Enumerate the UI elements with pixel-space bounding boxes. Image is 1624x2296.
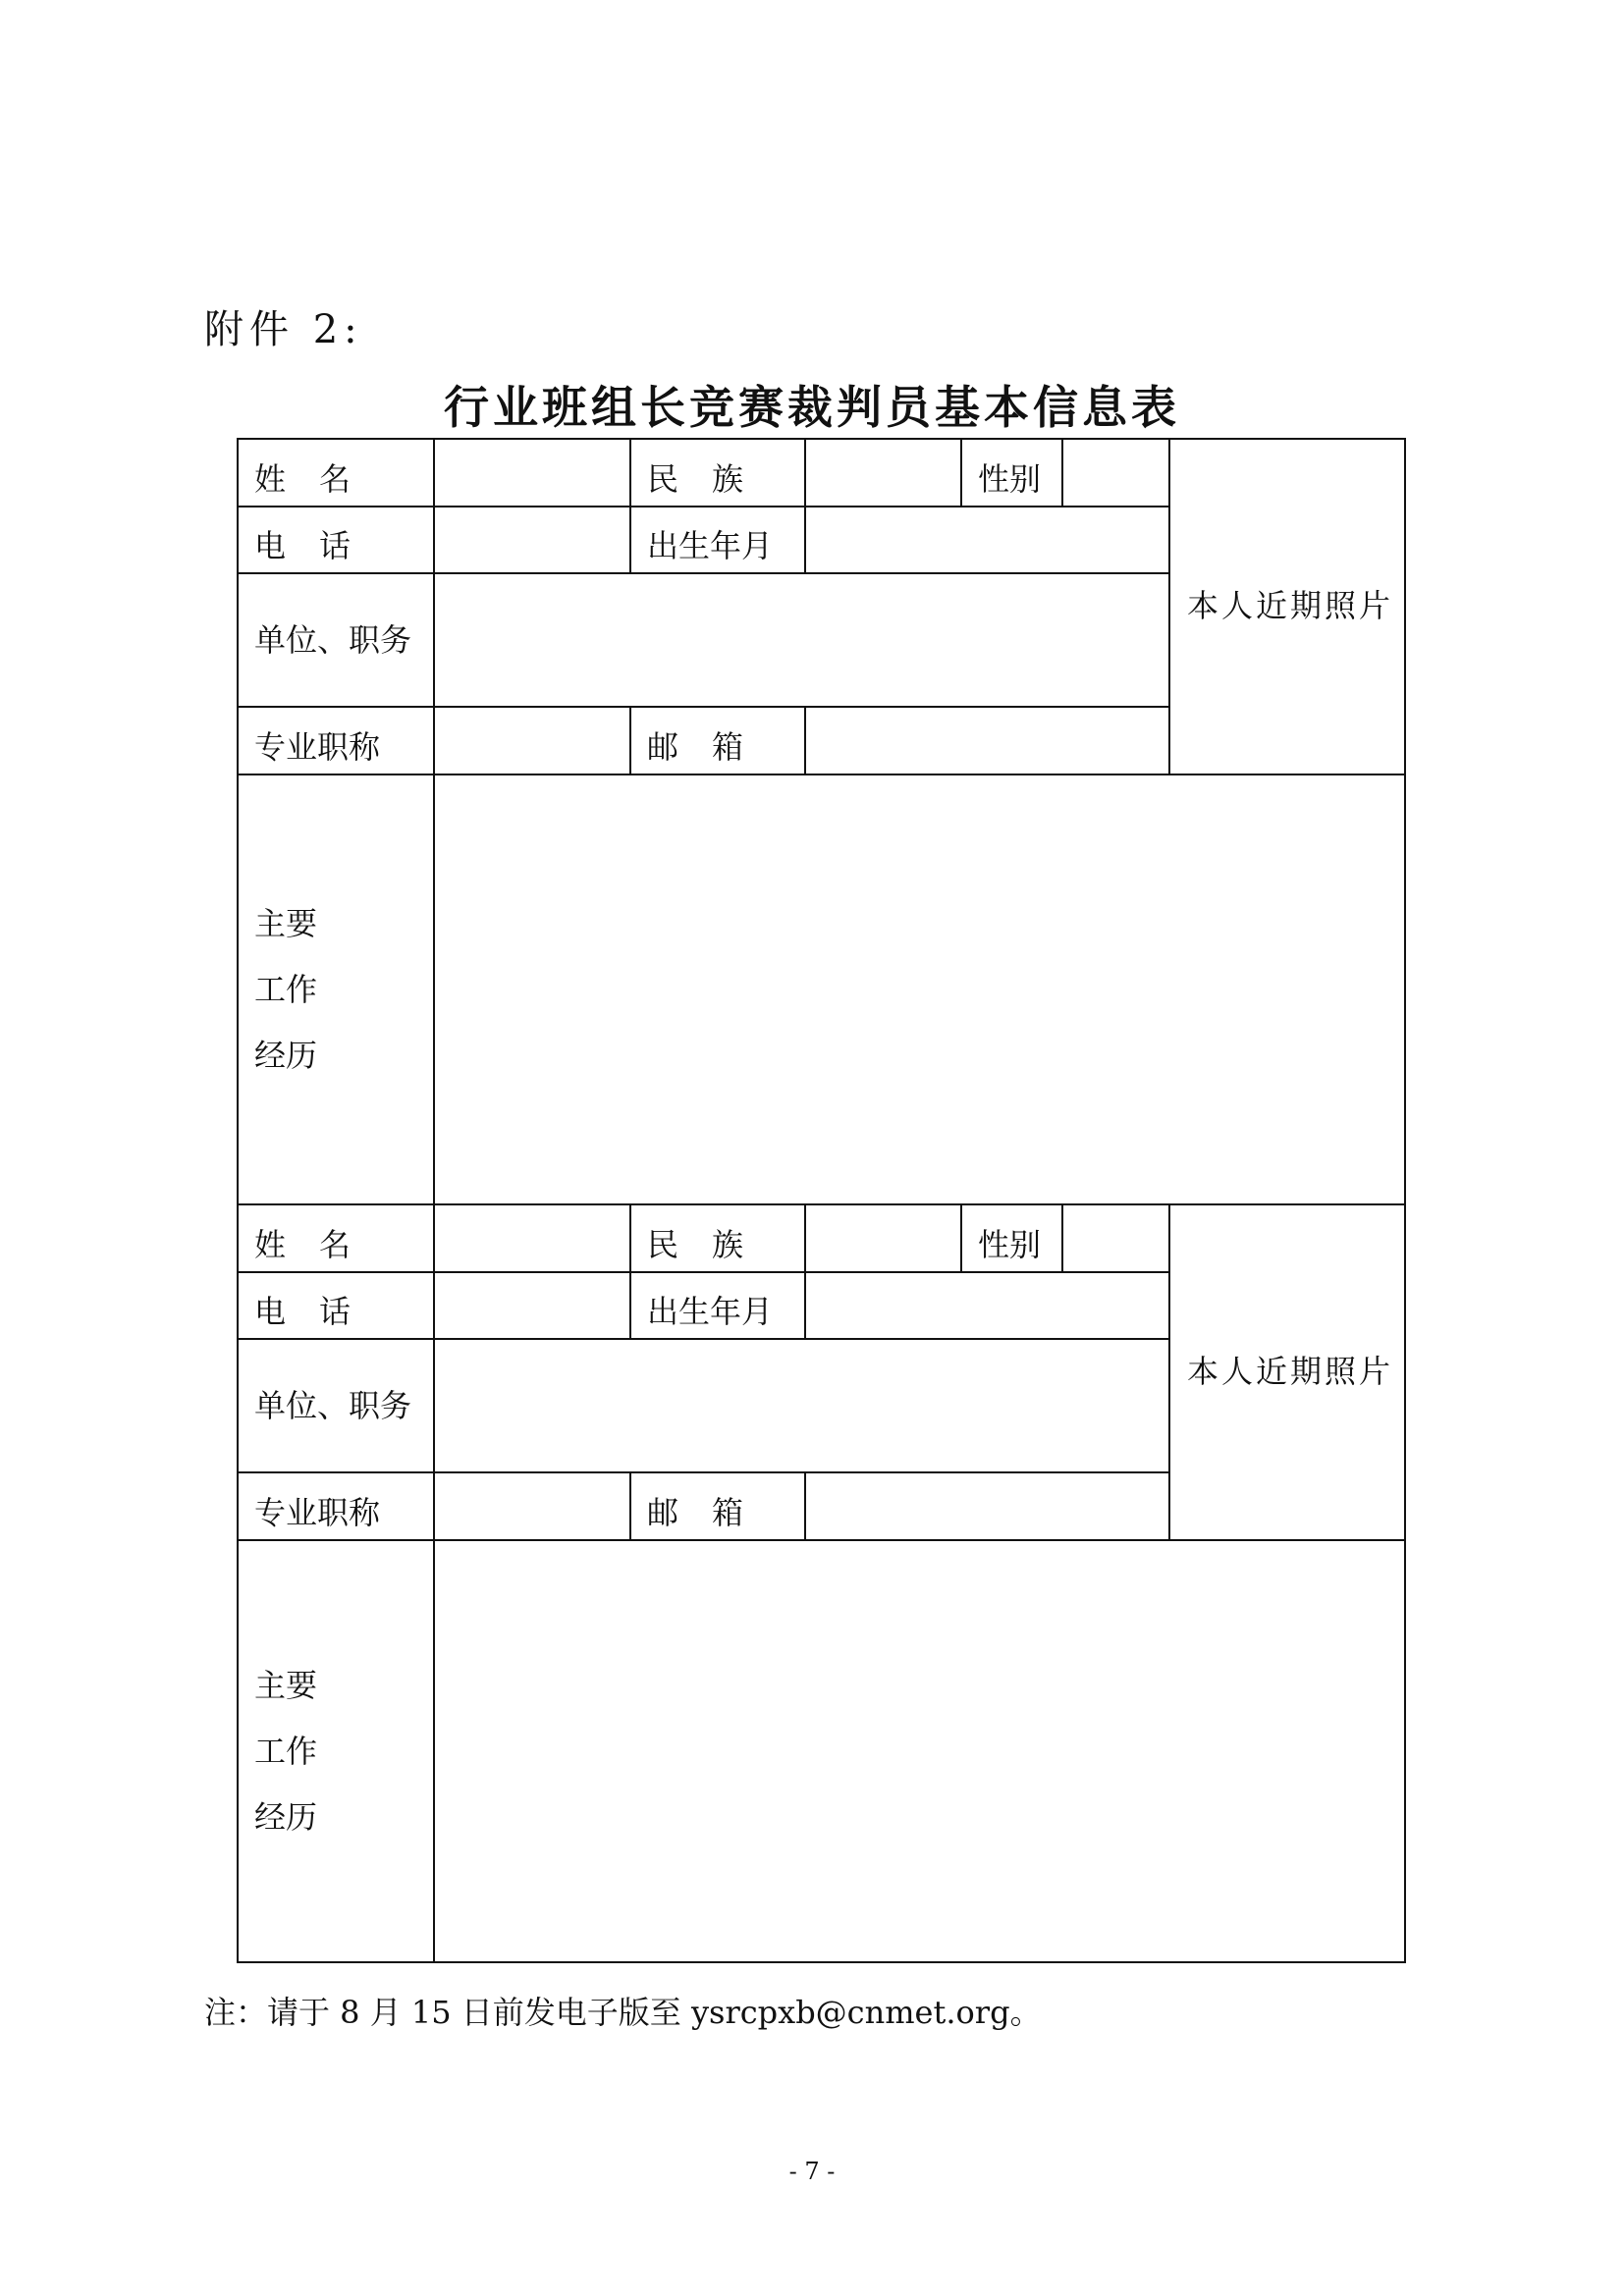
phone-label: 电话 [254,527,385,564]
professional-title-label: 专业职称 [254,1494,381,1531]
name-field[interactable] [434,1204,630,1272]
photo-box[interactable] [1169,1204,1405,1540]
email-field[interactable] [805,707,1169,774]
photo-label: 本人近期照片 [1187,1353,1394,1390]
page-number: - 7 - [788,2158,836,2185]
email-label: 邮箱 [647,728,778,766]
birth-date-field[interactable] [805,1272,1169,1339]
experience-field[interactable] [434,1540,1405,1962]
ethnicity-label: 民族 [647,460,778,498]
photo-label: 本人近期照片 [1187,587,1394,624]
form-title: 行业班组长竞赛裁判员基本信息表 [444,381,1180,434]
referee-info-table-2 [237,1203,1406,1963]
gender-label: 性别 [978,460,1042,498]
name-label: 姓名 [254,1226,385,1263]
attachment-label: 附件 2: [204,307,363,352]
ethnicity-field[interactable] [805,1204,961,1272]
birth-date-label: 出生年月 [647,1293,774,1330]
photo-box[interactable] [1169,439,1405,774]
birth-date-field[interactable] [805,507,1169,573]
email-field[interactable] [805,1472,1169,1540]
professional-title-label: 专业职称 [254,728,381,766]
name-label: 姓名 [254,460,385,498]
email-label: 邮箱 [647,1494,778,1531]
phone-label: 电话 [254,1293,385,1330]
unit-position-field[interactable] [434,573,1169,707]
ethnicity-label: 民族 [647,1226,778,1263]
professional-title-field[interactable] [434,1472,630,1540]
submission-note: 注：请于 8 月 15 日前发电子版至 ysrcpxb@cnmet.org。 [204,1994,1042,2031]
experience-label: 主要 工作 经历 [238,774,434,1204]
gender-label: 性别 [978,1226,1042,1263]
phone-field[interactable] [434,1272,630,1339]
gender-field[interactable] [1062,439,1169,507]
gender-field[interactable] [1062,1204,1169,1272]
unit-position-label: 单位、职务 [254,621,412,659]
name-field[interactable] [434,439,630,507]
phone-field[interactable] [434,507,630,573]
ethnicity-field[interactable] [805,439,961,507]
experience-field[interactable] [434,774,1405,1204]
unit-position-label: 单位、职务 [254,1387,412,1424]
experience-label: 主要 工作 经历 [238,1540,434,1962]
birth-date-label: 出生年月 [647,527,774,564]
unit-position-field[interactable] [434,1339,1169,1472]
professional-title-field[interactable] [434,707,630,774]
referee-info-table-1 [237,438,1406,1205]
